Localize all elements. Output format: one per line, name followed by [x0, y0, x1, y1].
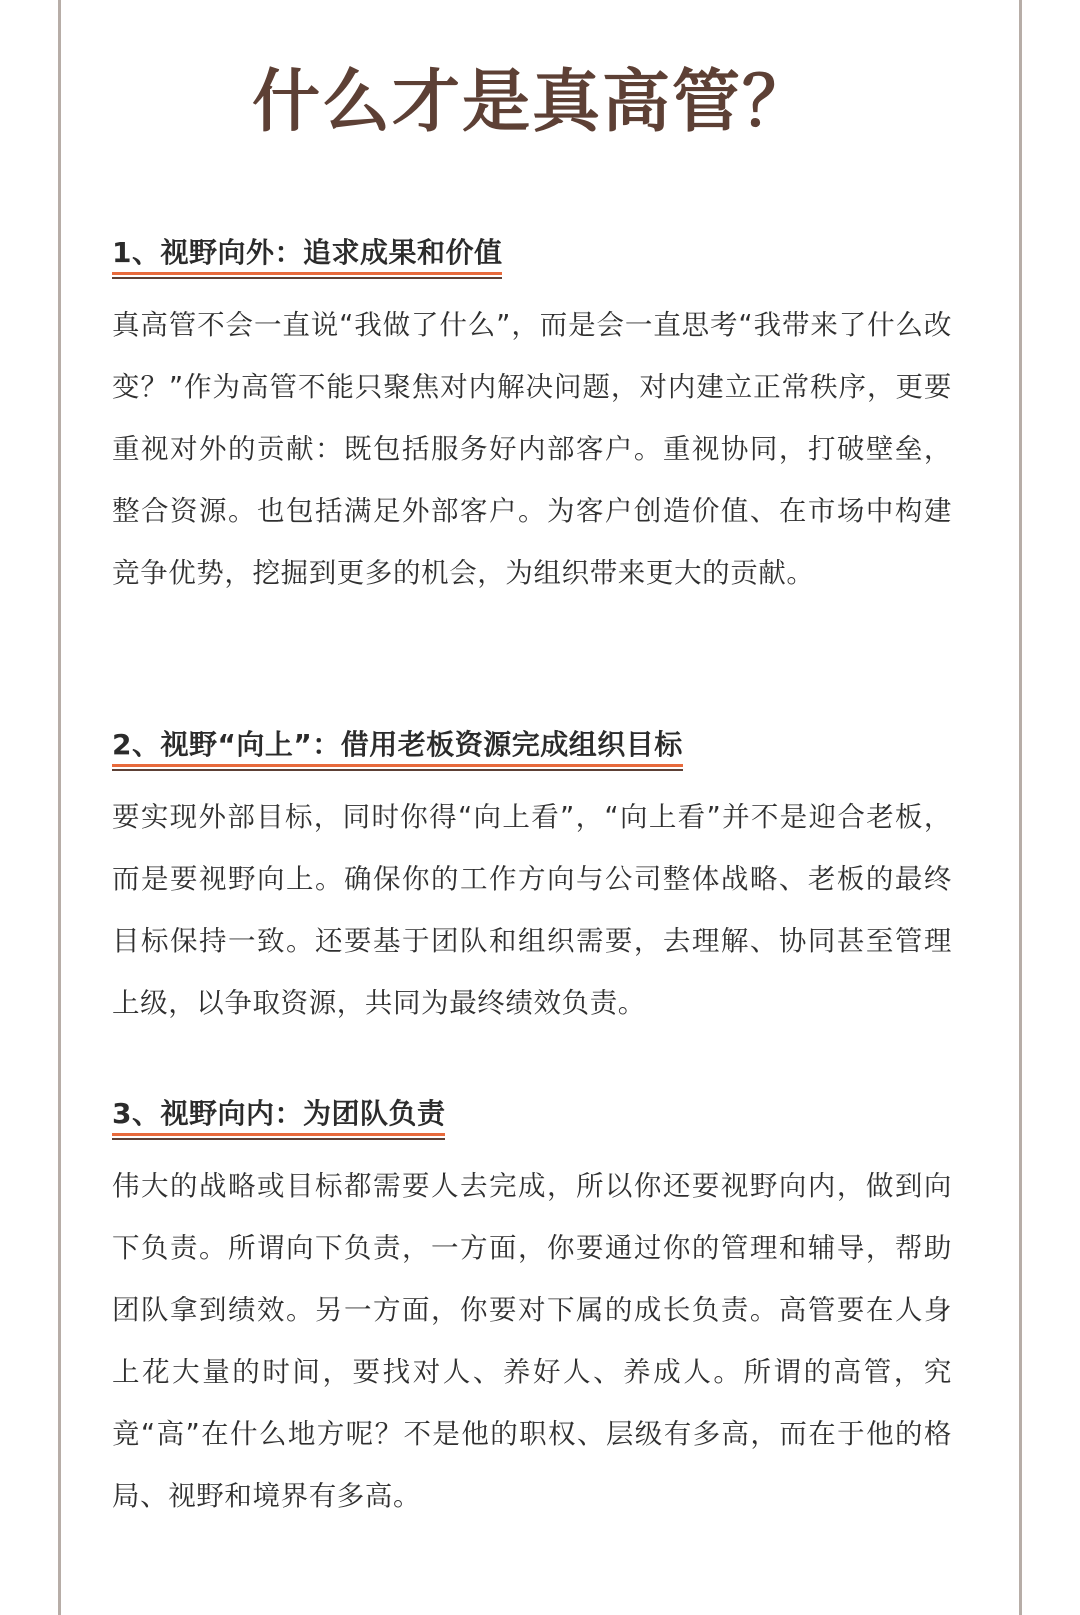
- section-heading: 3、视野向内：为团队负责: [112, 1097, 446, 1130]
- section-heading: 2、视野“向上”：借用老板资源完成组织目标: [112, 728, 683, 761]
- section-heading: 1、视野向外：追求成果和价值: [112, 236, 503, 269]
- section-3: [112, 1097, 952, 1527]
- section-heading-wrap: [112, 236, 502, 282]
- left-frame-line: [58, 0, 61, 1615]
- heading-underline: [112, 272, 502, 280]
- section-heading-wrap: [112, 1097, 445, 1143]
- heading-underline: [112, 1133, 445, 1141]
- section-body: 要实现外部目标，同时你得“向上看”，“向上看”并不是迎合老板，而是要视野向上。确保你的工作方向与公司整体战略、老板的最终目标保持一致。还要基于团队和组织需要，去理解、协同甚至管理上级，以争取资源，共同为最终绩效负责。: [112, 801, 952, 1019]
- right-frame-line: [1019, 0, 1022, 1615]
- section-1: [112, 236, 952, 604]
- section-body: 伟大的战略或目标都需要人去完成，所以你还要视野向内，做到向下负责。所谓向下负责，一方面，你要通过你的管理和辅导，帮助团队拿到绩效。另一方面，你要对下属的成长负责。高管要在人身上花大量的时间，要找对人、养好人、养成人。所谓的高管，究竟“高”在什么地方呢？不是他的职权、层级有多高，而在于他的格局、视野和境界有多高。: [112, 1170, 952, 1512]
- section-heading-wrap: [112, 728, 683, 774]
- page-title: 什么才是真高管？: [251, 63, 812, 142]
- section-2: [112, 728, 952, 1034]
- section-body: 真高管不会一直说“我做了什么”，而是会一直思考“我带来了什么改变？”作为高管不能只聚焦对内解决问题，对内建立正常秩序，更要重视对外的贡献：既包括服务好内部客户。重视协同，打破壁垒，整合资源。也包括满足外部客户。为客户创造价值、在市场中构建竞争优势，挖掘到更多的机会，为组织带来更大的贡献。: [112, 309, 952, 589]
- heading-underline: [112, 764, 683, 772]
